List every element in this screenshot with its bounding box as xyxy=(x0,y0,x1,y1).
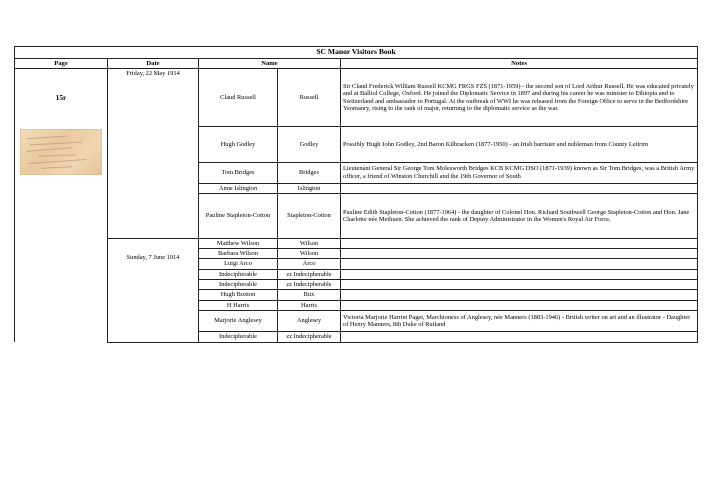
surname-cell: Russell xyxy=(278,69,341,127)
name-cell: Indecipherable xyxy=(199,332,278,342)
notes-cell xyxy=(341,183,698,193)
name-cell: Hugh Godley xyxy=(199,127,278,163)
surname-cell: zz Indecipherable xyxy=(278,280,341,290)
table-row xyxy=(15,238,698,248)
name-cell: Barbara Wilson xyxy=(199,249,278,259)
header-notes: Notes xyxy=(341,58,698,69)
date-cell-second xyxy=(108,238,199,342)
notes-cell xyxy=(341,259,698,269)
notes-cell xyxy=(341,300,698,310)
page-cell xyxy=(15,69,108,127)
surname-cell: Bridges xyxy=(278,162,341,183)
page-label: 15r xyxy=(55,92,67,102)
notes-cell xyxy=(341,280,698,290)
notes-cell xyxy=(341,332,698,342)
notes-cell: Lieutenant General Sir George Tom Molesworth Bridges KCB KCMG DSO (1871-1939) known as Sir Tom Bridges, was a British Army officer, a friend of Winston Churchill and the 19th Governor of South xyxy=(341,162,698,183)
name-cell: Pauline Stapleton-Cotton xyxy=(199,194,278,239)
date-second: Sunday, 7 June 1914 xyxy=(126,253,180,261)
notes-cell: Pauline Edith Stapleton-Cotton (1877-1964) - the daughter of Colonel Hon. Richard Southwell George Stapleton-Cotton and Hon. Jane Charlotte née Methuen. She achieved the rank of Deputy Administrator in the Women's Royal Air Force. xyxy=(341,194,698,239)
surname-cell: Godley xyxy=(278,127,341,163)
surname-cell: Wilson xyxy=(278,238,341,248)
name-cell: H Harris xyxy=(199,300,278,310)
surname-cell: Bux xyxy=(278,290,341,300)
name-cell: Indecipherable xyxy=(199,280,278,290)
name-cell: Anne Islington xyxy=(199,183,278,193)
name-cell: Marjorie Anglesey xyxy=(199,311,278,332)
visitors-book-sheet xyxy=(14,46,697,343)
surname-cell: Wilson xyxy=(278,249,341,259)
page-thumbnail-cell xyxy=(15,127,108,194)
header-name: Name xyxy=(199,58,341,69)
notes-cell: Sir Claud Frederick William Russell KCMG FRGS FZS (1871-1959) - the second son of Lord Arthur Russell. He was educated privately and at Balliol College, Oxford. He joined the Diplomatic Service in 1897 and during his career he was minister to Ethiopia and to Switzerland and ambassador to Portugal. At the outbreak of WWI he was released from the Foreign Office to serve in the Bedfordshire Yeomanry, rising to the rank of major, returning to the diplomatic service as the war. xyxy=(341,69,698,127)
header-page: Page xyxy=(15,58,108,69)
surname-cell: Harris xyxy=(278,300,341,310)
date-cell-first xyxy=(108,69,199,238)
surname-cell: Islington xyxy=(278,183,341,193)
name-cell: Indecipherable xyxy=(199,269,278,279)
name-cell: Luigi Arco xyxy=(199,259,278,269)
surname-cell: Stapleton-Cotton xyxy=(278,194,341,239)
table-row xyxy=(15,69,698,127)
surname-cell: Anglesey xyxy=(278,311,341,332)
name-cell: Hugh Buxton xyxy=(199,290,278,300)
date-first: Friday, 22 May 1914 xyxy=(126,70,180,78)
book-title: SC Manor Visitors Book xyxy=(15,47,698,59)
notes-cell xyxy=(341,249,698,259)
notes-cell xyxy=(341,238,698,248)
page-blank-cell xyxy=(15,194,108,342)
name-cell: Claud Russell xyxy=(199,69,278,127)
visitors-book-table xyxy=(14,46,698,343)
notes-cell: Possibly Hugh John Godley, 2nd Baron Kilbracken (1877-1950) - an Irish barrister and nobleman from County Leitrim xyxy=(341,127,698,163)
notes-cell xyxy=(341,290,698,300)
page-thumbnail-image[interactable] xyxy=(20,129,102,175)
name-cell: Matthew Wilson xyxy=(199,238,278,248)
surname-cell: zz Indecipherable xyxy=(278,269,341,279)
name-cell: Tom Bridges xyxy=(199,162,278,183)
notes-cell xyxy=(341,269,698,279)
surname-cell: zz Indecipherable xyxy=(278,332,341,342)
notes-cell: Victoria Marjorie Harriet Paget, Marchioness of Anglesey, née Manners (1883-1946) - British writer on art and an illustrator - Daughter of Henry Manners, 8th Duke of Rutland xyxy=(341,311,698,332)
header-date: Date xyxy=(108,58,199,69)
surname-cell: Arco xyxy=(278,259,341,269)
